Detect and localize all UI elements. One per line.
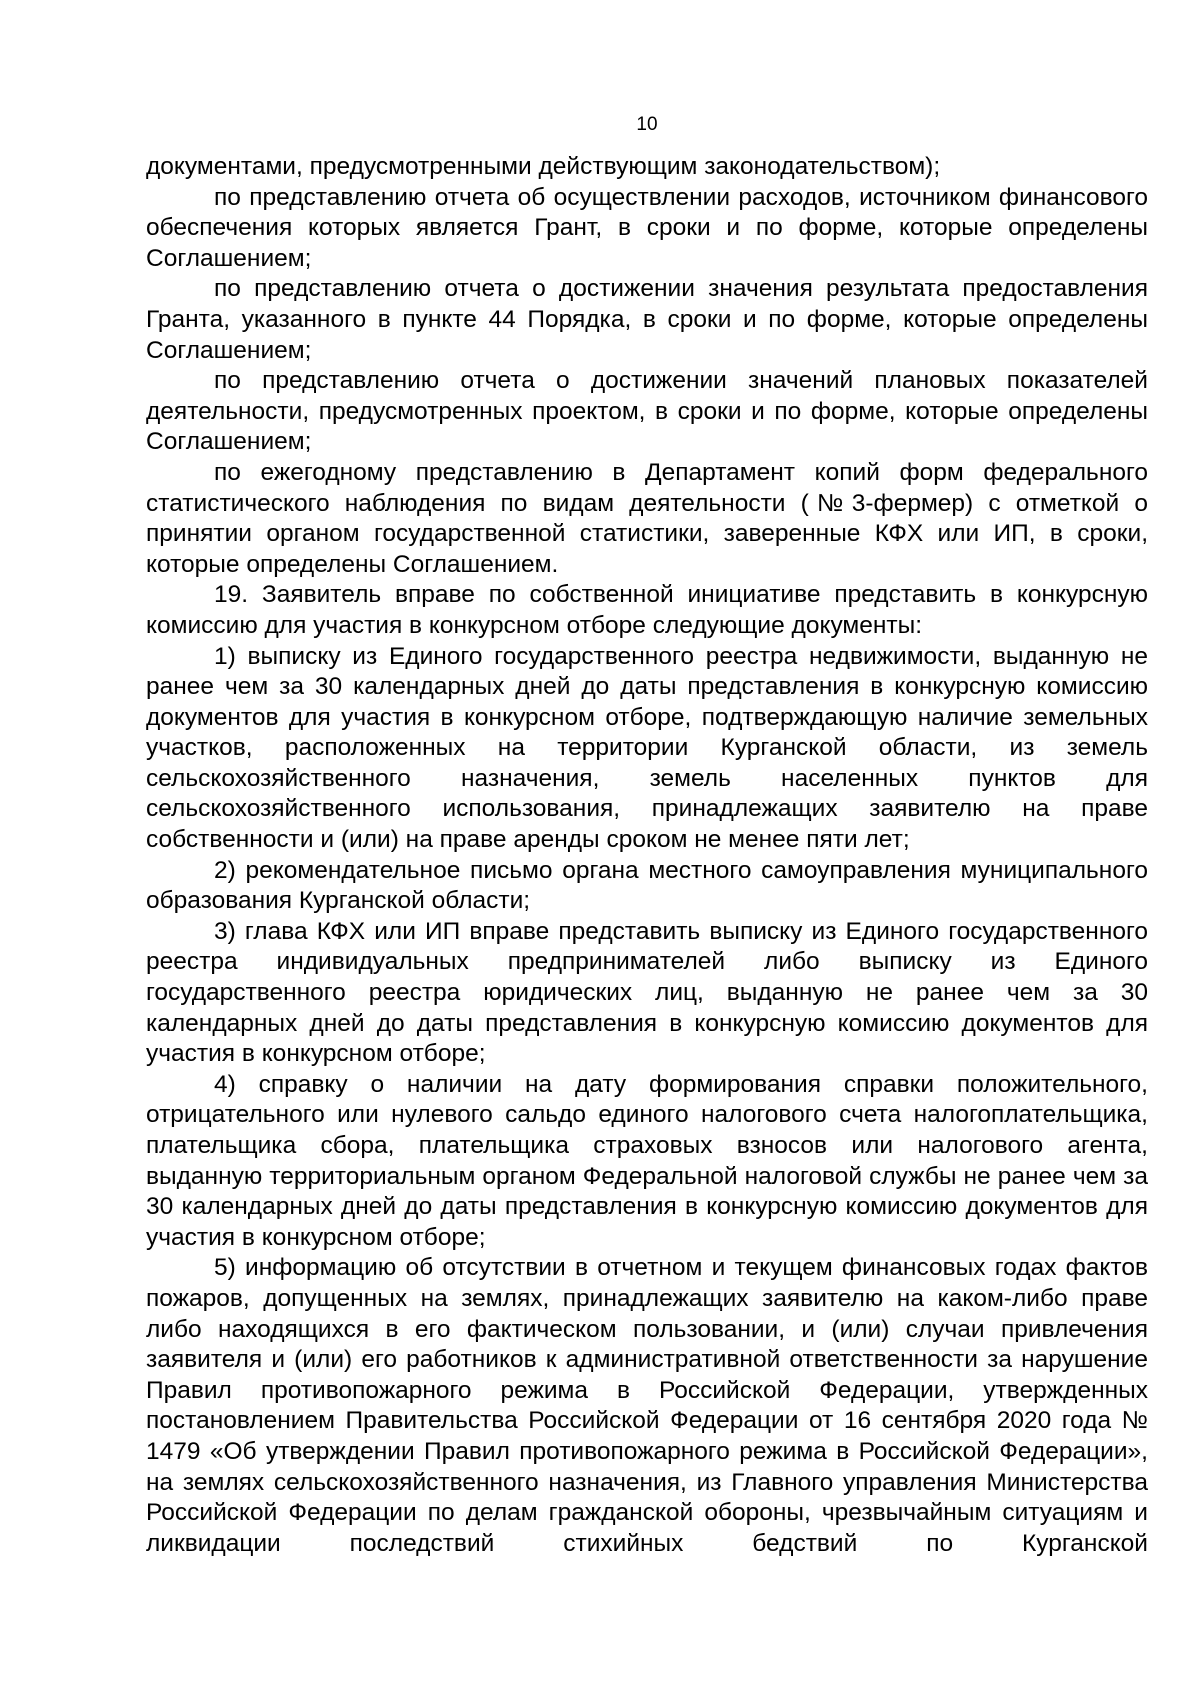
paragraph-item-19: 19. Заявитель вправе по собственной инициативе представить в конкурсную комиссию для участия в конкурсном отборе следующие документы: — [146, 581, 1148, 639]
list-item-3: 3) глава КФХ или ИП вправе представить выписку из Единого государственного реестра индивидуальных предпринимателей либо выписку из Единого государственного реестра юридических лиц, выданную не ранее чем за 30 календарных дней до даты представления в конкурсную комиссию документов для участия в конкурсном отборе; — [146, 917, 1148, 1068]
list-item-2: 2) рекомендательное письмо органа местного самоуправления муниципального образования Курганской области; — [146, 856, 1148, 915]
list-item-5: 5) информацию об отсутствии в отчетном и текущем финансовых годах фактов пожаров, допущенных на землях, принадлежащих заявителю на каком-либо праве либо находящихся в его фактическом пользовании, и (или) случаи привлечения заявителя и (или) его работников к административной ответственности за нарушение Правил противопожарного режима в Российской Федерации, утвержденных постановлением Правительства Российской Федерации от 16 сентября 2020 года № 1479 «Об утверждении Правил противопожарного режима в Российской Федерации», на землях сельскохозяйственного назначения, из Главного управления Министерства Российской Федерации по делам гражданской обороны, чрезвычайным ситуациям и ликвидации последствий стихийных бедствий по Курганской — [146, 1254, 1148, 1557]
list-item-4: 4) справку о наличии на дату формирования справки положительного, отрицательного или нулевого сальдо единого налогового счета налогоплательщика, плательщика сбора, плательщика страховых взносов или налогового агента, выданную территориальным органом Федеральной налоговой службы не ранее чем за 30 календарных дней до даты представления в конкурсную комиссию документов для участия в конкурсном отборе; — [146, 1070, 1148, 1251]
page-number: 10 — [636, 114, 658, 135]
paragraph-report-result: по представлению отчета о достижении значения результата предоставления Гранта, указанного в пункте 44 Порядка, в сроки и по форме, которые определены Соглашением; — [146, 275, 1148, 364]
document-body — [146, 152, 1148, 1559]
paragraph-statistics-forms: по ежегодному представлению в Департамент копий форм федерального статистического наблюдения по видам деятельности (№3-фермер) с отметкой о принятии органом государственной статистики, заверенные КФХ или ИП, в сроки, которые определены Соглашением. — [146, 458, 1148, 578]
paragraph-continuation: документами, предусмотренными действующим законодательством); — [146, 153, 941, 180]
paragraph-report-expenses: по представлению отчета об осуществлении расходов, источником финансового обеспечения которых является Грант, в сроки и по форме, которые определены Соглашением; — [146, 183, 1148, 272]
paragraph-report-indicators: по представлению отчета о достижении значений плановых показателей деятельности, предусмотренных проектом, в сроки и по форме, которые определены Соглашением; — [146, 367, 1148, 456]
list-item-1: 1) выписку из Единого государственного реестра недвижимости, выданную не ранее чем за 30 календарных дней до даты представления в конкурсную комиссию документов для участия в конкурсном отборе, подтверждающую наличие земельных участков, расположенных на территории Курганской области, из земель сельскохозяйственного назначения, земель населенных пунктов для сельскохозяйственного использования, принадлежащих заявителю на праве собственности и (или) на праве аренды сроком не менее пяти лет; — [146, 642, 1148, 854]
